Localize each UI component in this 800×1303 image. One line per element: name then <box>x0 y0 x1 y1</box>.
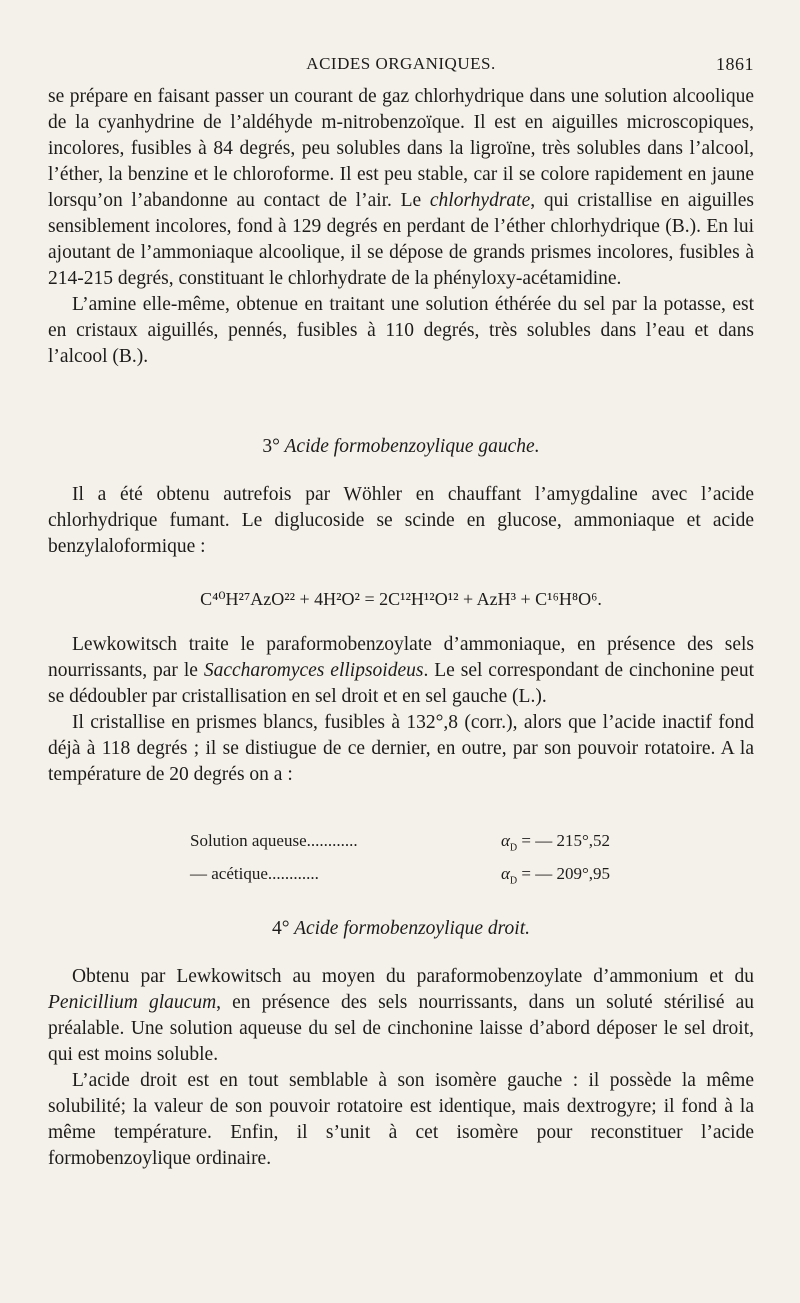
paragraph-text: , en présence des sels nourrissants, dans un soluté stérilisé au préalable. Une solution aqueuse du sel de cinchonine laisse d’abord déposer le sel droit, qui est moins soluble. <box>48 992 754 1065</box>
section-title: Acide formobenzoylique droit. <box>294 918 531 939</box>
section-number: 3° <box>262 436 280 457</box>
paragraph-text: Obtenu par Lewkowitsch au moyen du paraformobenzoylate d’ammonium et du <box>72 966 754 987</box>
page-number: 1861 <box>716 54 754 74</box>
italic-term: chlorhydrate <box>429 190 531 211</box>
section-number: 4° <box>271 918 290 939</box>
paragraph: L’acide droit est en tout semblable à son isomère gauche : il possède la même solubilité; la valeur de son pouvoir rotatoire est identique, mais dextrogyre; il fond à la même température. Enfin, il s’unit à cet isomère pour reconstituer l’acide formobenzoylique ordinaire. <box>48 1070 754 1169</box>
italic-term: Saccharomyces ellipsoideus <box>203 660 424 681</box>
paragraph-text: se prépare en faisant passer un courant de gaz chlorhydrique dans une solution alcoolique de la cyanhydrine de l’aldéhyde m-nitrobenzoïque. Il est en aiguilles microscopiques, incolores, fusibles à 84 degrés, peu solubles dans la ligroïne, très solubles dans l’alcool, l’éther, la benzine et le chloroforme. Il est peu stable, car il se colore rapidement en jaune lorsqu’on l’abandonne au contact de l’air. Le <box>48 86 754 211</box>
paragraph-text: Lewkowitsch traite le paraformobenzoylate d’ammoniaque, en présence des sels nourrissants, par le <box>48 634 754 681</box>
rotation-value <box>501 828 610 861</box>
rotation-table <box>190 828 610 895</box>
rotation-result: = — 209°,95 <box>517 864 610 884</box>
alpha-symbol: α <box>500 831 510 850</box>
subscript: D <box>509 875 518 887</box>
rotation-row <box>190 828 610 861</box>
paragraph: Il a été obtenu autrefois par Wöhler en chauffant l’amygdaline avec l’acide chlorhydrique fumant. Le diglucoside se scinde en glucose, ammoniaque et acide benzylaloformique : <box>48 484 754 557</box>
chemical-equation: C⁴⁰H²⁷AzO²² + 4H²O² = 2C¹²H¹²O¹² + AzH³ + C¹⁶H⁸O⁶. <box>200 589 602 609</box>
paragraph-text: . Le sel correspondant de cinchonine peut se dédoubler par cristallisation en sel droit et en sel gauche (L.). <box>48 660 755 707</box>
paragraph: Il cristallise en prismes blancs, fusibles à 132°,8 (corr.), alors que l’acide inactif fond déjà à 118 degrés ; il se distiugue de ce dernier, en outre, par son pouvoir rotatoire. A la température de 20 degrés on a : <box>48 712 754 785</box>
paragraph-text: , qui cristallise en aiguilles sensiblement incolores, fond à 129 degrés en perdant de l’éther chlorhydrique (B.). En lui ajoutant de l’ammoniaque alcoolique, il se dépose de grands prismes incolores, fusibles à 214-215 degrés, constituant le chlorhydrate de la phényloxy-acétamidine. <box>48 190 754 289</box>
paragraph <box>48 84 754 292</box>
rotation-label: — acétique............ <box>190 864 319 884</box>
subscript: D <box>509 842 518 854</box>
section-heading <box>48 436 754 458</box>
section-text <box>48 482 754 560</box>
rotation-result: = — 215°,52 <box>517 831 610 850</box>
section-text <box>48 964 754 1172</box>
paragraph: L’amine elle-même, obtenue en traitant une solution éthérée du sel par la potasse, est en cristaux aiguillés, pennés, fusibles à 110 degrés, très solubles dans l’eau et dans l’alcool (B.). <box>48 294 754 367</box>
opening-text <box>48 84 754 370</box>
italic-term: Penicillium glaucum <box>48 992 217 1013</box>
rotation-value <box>501 861 610 894</box>
section-title: Acide formobenzoylique gauche. <box>284 436 540 457</box>
running-header <box>48 50 754 78</box>
running-title: ACIDES ORGANIQUES. <box>306 54 496 73</box>
paragraph <box>48 964 754 1068</box>
rotation-row <box>190 861 610 894</box>
paragraph <box>48 632 754 710</box>
rotation-label: Solution aqueuse............ <box>190 831 358 850</box>
section-heading <box>48 918 754 940</box>
section-text <box>48 632 754 788</box>
alpha-symbol: α <box>500 864 510 884</box>
